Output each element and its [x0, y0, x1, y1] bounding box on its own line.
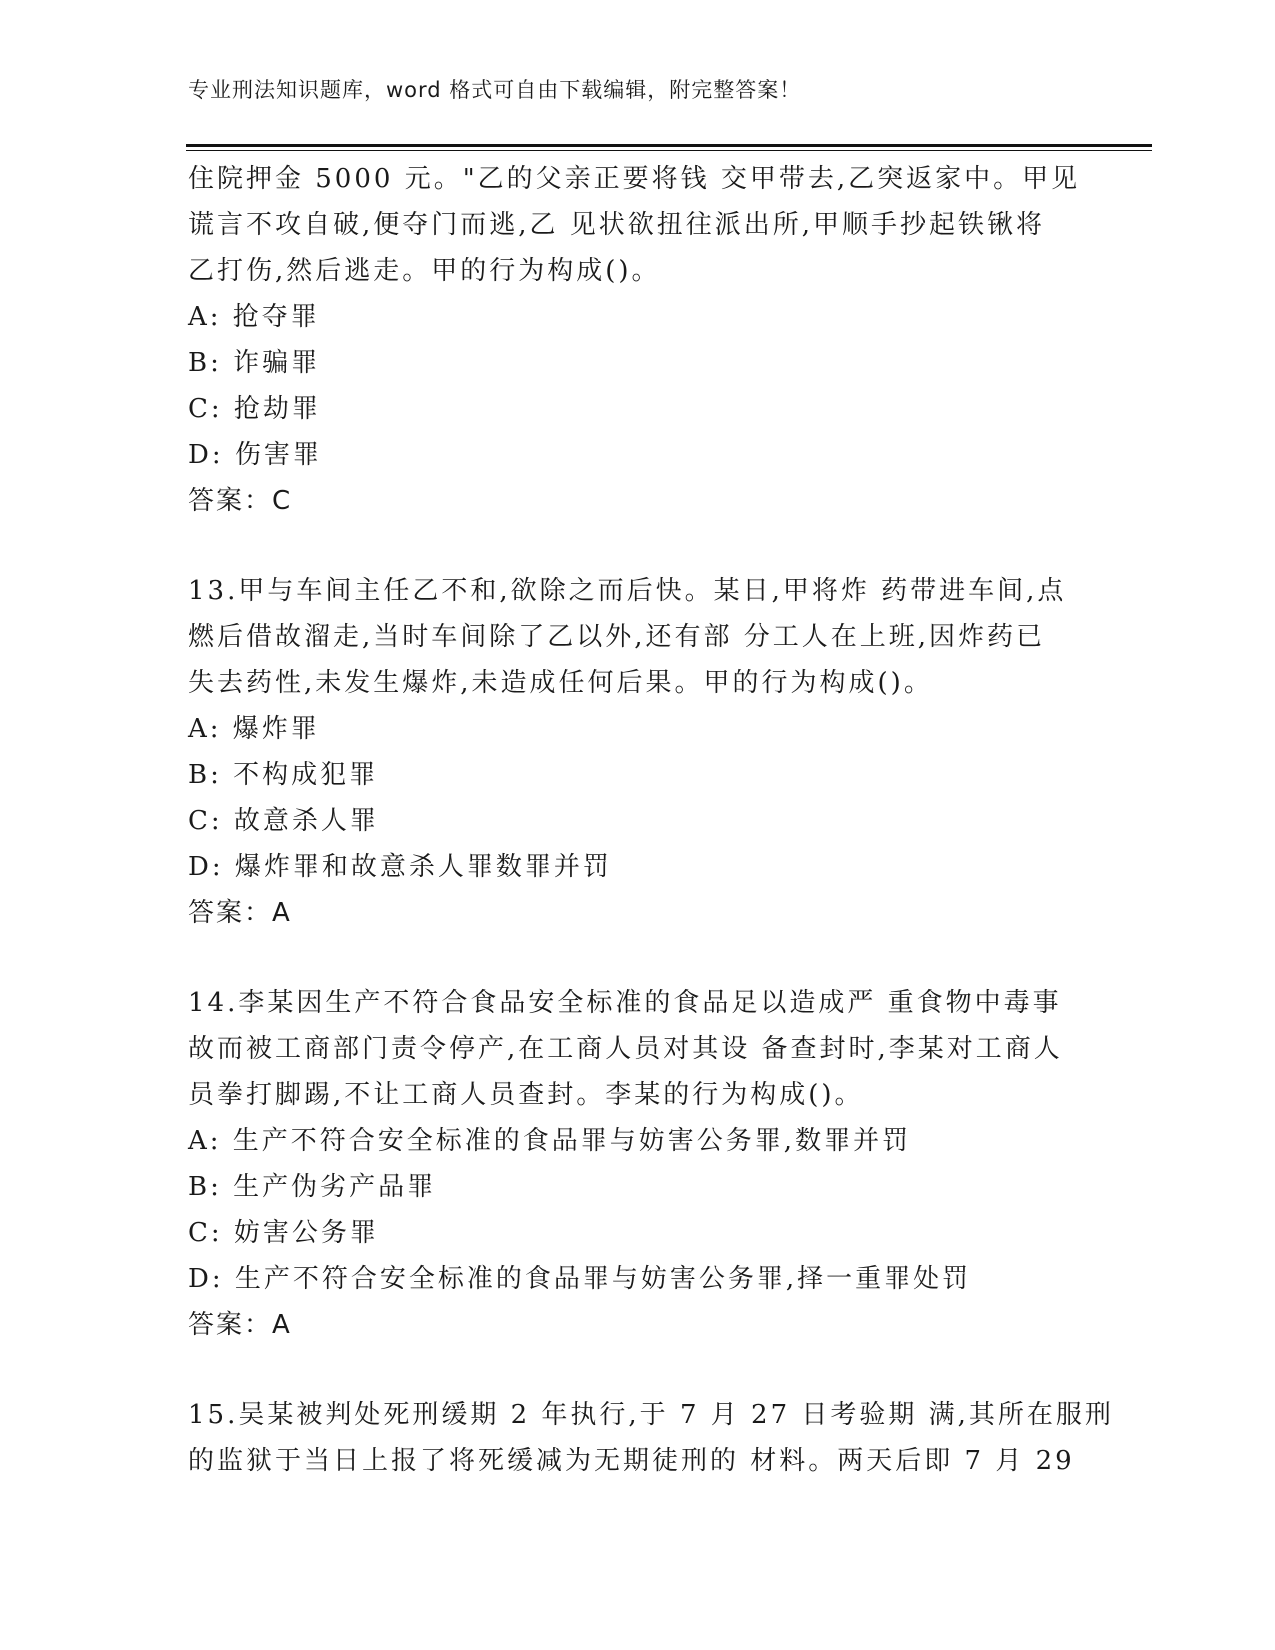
- option-c: C: 妨害公务罪: [188, 1218, 379, 1248]
- option-a: A: 爆炸罪: [188, 714, 320, 744]
- option-d: D: 伤害罪: [188, 440, 322, 470]
- question-13: [188, 568, 1088, 936]
- page-header: 专业刑法知识题库，word 格式可自由下载编辑，附完整答案！: [188, 78, 802, 102]
- question-text-line: 13.甲与车间主任乙不和,欲除之而后快。某日,甲将炸 药带进车间,点: [188, 576, 1067, 606]
- question-15: [188, 1392, 1114, 1484]
- option-c: C: 故意杀人罪: [188, 806, 379, 836]
- question-12-continued: [188, 156, 1088, 524]
- answer-line: 答案：A: [188, 898, 292, 928]
- question-text-line: 燃后借故溜走,当时车间除了乙以外,还有部 分工人在上班,因炸药已: [188, 622, 1046, 652]
- question-text-line: 谎言不攻自破,便夺门而逃,乙 见状欲扭往派出所,甲顺手抄起铁锹将: [188, 210, 1046, 240]
- answer-line: 答案：A: [188, 1310, 292, 1340]
- option-d: D: 爆炸罪和故意杀人罪数罪并罚: [188, 852, 612, 882]
- option-d: D: 生产不符合安全标准的食品罪与妨害公务罪,择一重罪处罚: [188, 1264, 972, 1294]
- question-text-line: 住院押金 5000 元。"乙的父亲正要将钱 交甲带去,乙突返家中。甲见: [188, 164, 1081, 194]
- header-rule-thick: [186, 144, 1152, 147]
- answer-line: 答案：C: [188, 486, 293, 516]
- question-text-line: 的监狱于当日上报了将死缓减为无期徒刑的 材料。两天后即 7 月 29: [188, 1446, 1075, 1476]
- option-a: A: 生产不符合安全标准的食品罪与妨害公务罪,数罪并罚: [188, 1126, 912, 1156]
- question-text-line: 员拳打脚踢,不让工商人员查封。李某的行为构成()。: [188, 1080, 864, 1110]
- question-text-line: 乙打伤,然后逃走。甲的行为构成()。: [188, 256, 661, 286]
- question-text-line: 故而被工商部门责令停产,在工商人员对其设 备查封时,李某对工商人: [188, 1034, 1063, 1064]
- question-14: [188, 980, 1088, 1348]
- question-content: [188, 156, 1114, 1484]
- question-text-line: 15.吴某被判处死刑缓期 2 年执行,于 7 月 27 日考验期 满,其所在服刑: [188, 1400, 1114, 1430]
- option-b: B: 不构成犯罪: [188, 760, 379, 790]
- option-b: B: 诈骗罪: [188, 348, 321, 378]
- question-text-line: 14.李某因生产不符合食品安全标准的食品足以造成严 重食物中毒事: [188, 988, 1062, 1018]
- option-c: C: 抢劫罪: [188, 394, 321, 424]
- option-b: B: 生产伪劣产品罪: [188, 1172, 437, 1202]
- question-text-line: 失去药性,未发生爆炸,未造成任何后果。甲的行为构成()。: [188, 668, 933, 698]
- header-rule-thin: [186, 150, 1152, 151]
- option-a: A: 抢夺罪: [188, 302, 320, 332]
